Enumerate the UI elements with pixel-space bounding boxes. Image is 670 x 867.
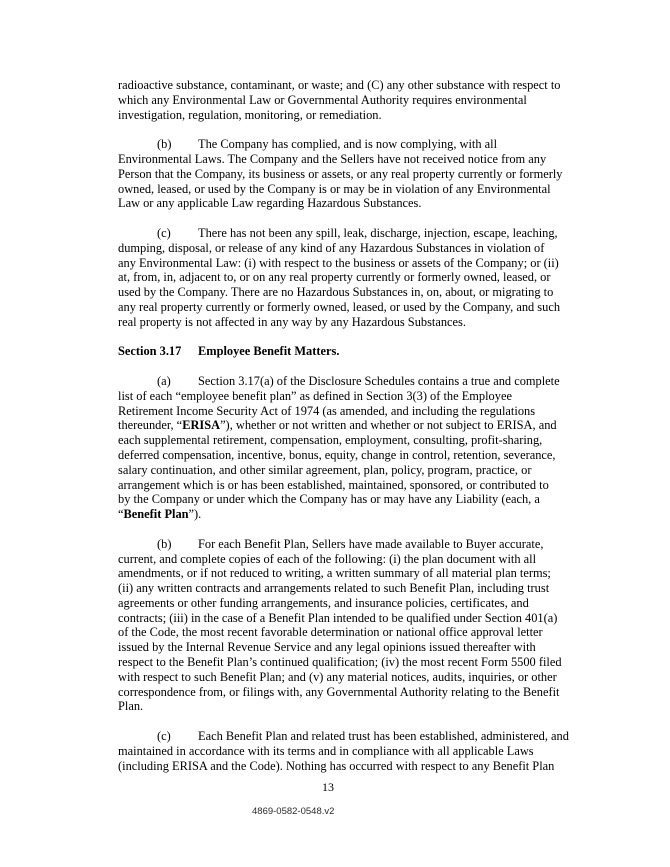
text-line: investigation, regulation, monitoring, or remediation. [118,107,382,122]
paragraph [118,226,618,330]
text-line: each supplemental retirement, compensation, employment, consulting, profit-sharing, [118,433,543,448]
text-line: which any Environmental Law or Governmental Authority requires environmental [118,92,527,107]
text-line: Retirement Income Security Act of 1974 (as amended, and including the regulations [118,403,536,418]
text-line: real property is not affected in any way by any Hazardous Substances. [118,314,466,329]
text-line: thereunder, “ERISA”), whether or not written and whether or not subject to ERISA, and [118,418,557,433]
text-line: salary continuation, and other similar agreement, plan, policy, program, practice, or [118,462,532,477]
text-line: Section 3.17 Employee Benefit Matters. [118,344,340,359]
text-line: dumping, disposal, or release of any kind of any Hazardous Substances in violation of [118,240,545,255]
text-line: (b) For each Benefit Plan, Sellers have made available to Buyer accurate, [157,536,544,551]
text-line: by the Company or under which the Company has or may have any Liability (each, a [118,492,540,507]
text-line: Environmental Laws. The Company and the Sellers have not received notice from any [118,151,547,166]
document-id-stamp: 4869-0582-0548.v2 [252,806,335,817]
text-line: owned, leased, or used by the Company is or may be in violation of any Environmental [118,181,551,196]
text-line: (c) There has not been any spill, leak, discharge, injection, escape, leaching, [157,225,558,240]
document-body [118,78,618,773]
text-line: (ii) any written contracts and arrangements related to such Benefit Plan, including trust [118,581,550,596]
paragraph [118,78,618,122]
text-line: any Environmental Law: (i) with respect to the business or assets of the Company; or (ii) [118,255,559,270]
paragraph-label: (a) [157,373,171,388]
text-line: correspondence from, or filings with, any Governmental Authority relating to the Benefit [118,684,560,699]
text-line: deferred compensation, incentive, bonus, equity, change in control, retention, severance, [118,447,556,462]
text-line: (b) The Company has complied, and is now complying, with all [157,137,498,152]
text-line: any real property currently or formerly owned, leased, or used by the Company, and such [118,299,561,314]
text-line: used by the Company. There are no Hazardous Substances in, on, about, or migrating to [118,285,554,300]
text-line: (c) Each Benefit Plan and related trust has been established, administered, and [157,729,569,744]
text-line: issued by the Internal Revenue Service and any legal opinions issued thereafter with [118,640,536,655]
text-line: “Benefit Plan”). [118,507,202,522]
text-line: (including ERISA and the Code). Nothing has occurred with respect to any Benefit Plan [118,758,555,773]
text-line: Person that the Company, its business or assets, or any real property currently or formerly [118,166,563,181]
section-number: Section 3.17 [118,344,182,359]
text-line: at, from, in, adjacent to, or on any real property currently or formerly owned, leased, or [118,270,551,285]
text-line: arrangement which is or has been established, maintained, sponsored, or contributed to [118,477,549,492]
text-line: respect to the Benefit Plan’s continued qualification; (iv) the most recent Form 5500 filed [118,655,562,670]
paragraph [118,374,618,522]
text-line: (a) Section 3.17(a) of the Disclosure Schedules contains a true and complete [157,373,560,388]
section-heading [118,344,618,359]
text-line: Plan. [118,699,144,714]
text-line: Law or any applicable Law regarding Hazardous Substances. [118,196,422,211]
text-line: of the Code, the most recent favorable determination or national office approval letter [118,625,543,640]
text-line: agreements or other funding arrangements, and insurance policies, certificates, and [118,595,529,610]
paragraph-label: (c) [157,225,171,240]
page-number: 13 [322,780,334,794]
paragraph [118,537,618,715]
defined-term: ERISA [182,418,221,433]
paragraph [118,729,618,773]
text-line: maintained in accordance with its terms and in compliance with all applicable Laws [118,743,534,758]
defined-term: Benefit Plan [123,507,189,522]
text-line: radioactive substance, contaminant, or waste; and (C) any other substance with respect to [118,78,561,92]
text-line: with respect to such Benefit Plan; and (v) any material notices, audits, inquiries, or other [118,669,557,684]
text-line: contracts; (iii) in the case of a Benefit Plan intended to be qualified under Section 401(a) [118,610,558,625]
paragraph-label: (c) [157,729,171,744]
paragraph-label: (b) [157,137,172,152]
paragraph [118,137,618,211]
paragraph-label: (b) [157,536,172,551]
text-line: list of each “employee benefit plan” as defined in Section 3(3) of the Employee [118,388,512,403]
text-line: amendments, or if not reduced to writing, a written summary of all material plan terms; [118,566,551,581]
text-line: current, and complete copies of each of the following: (i) the plan document with all [118,551,537,566]
